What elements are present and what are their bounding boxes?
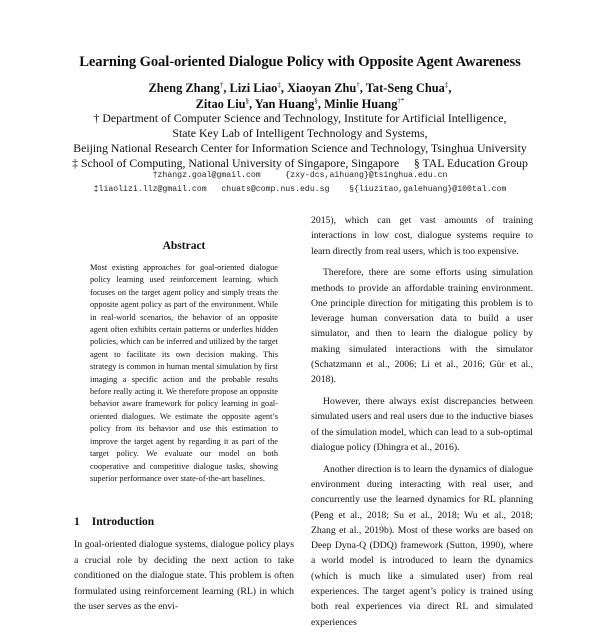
author-name: Xiaoyan Zhu <box>287 81 357 95</box>
section-title: Introduction <box>91 516 155 528</box>
author-name: Tat-Seng Chua <box>365 81 445 95</box>
authors-line-2: Zitao Liu§, Yan Huang§, Minlie Huang†* <box>195 96 405 111</box>
author-mark: ‡ <box>444 80 449 89</box>
author-mark: § <box>245 96 250 105</box>
body-paragraph: Another direction is to learn the dynamics of dialogue environment during interacting with real user, and concurrently use the learned dynamics for RL planning (Peng et al., 2018; Su et al., 2018; Wu et al., 2018; Zhang et al., 2019b). Most of these works are based on Deep Dyna-Q (DDQ) framework (Sutton, 1990), where a world model is introduced to learn the dynamics (which is much like a simulated user) from real experiences. The target agent’s policy is trained using both real experiences via direct RL and simulated experiences <box>311 463 533 628</box>
author-mark: † <box>219 80 224 89</box>
section-heading <box>74 516 166 528</box>
email-line: ‡liaolizi.llz@gmail.com chuats@comp.nus.edu.sg §{liuzitao,galehuang}@100tal.com <box>93 185 507 194</box>
author-name: Lizi Liao <box>229 81 278 95</box>
intro-paragraph: In goal-oriented dialogue systems, dialogue policy plays a crucial role by deciding the next action to take conditioned on the dialogue state. This problem is often formulated using reinforcement learning (RL) in which the user serves as the envi- <box>74 539 294 612</box>
author-mark: § <box>314 96 318 105</box>
author-mark: † <box>356 80 360 89</box>
author-name: Minlie Huang <box>324 97 398 111</box>
author-name: Zheng Zhang <box>148 81 220 95</box>
paper-title: Learning Goal-oriented Dialogue Policy with Opposite Agent Awareness <box>79 54 521 70</box>
affiliation-line: Beijing National Research Center for Information Science and Technology, Tsinghua University <box>73 141 527 155</box>
affiliation-line: ‡ School of Computing, National University of Singapore, Singapore § TAL Education Group <box>72 156 528 170</box>
right-column <box>311 213 533 636</box>
abstract-text: Most existing approaches for goal-oriented dialogue policy learning used reinforcement learning, which focuses on the target agent policy and simply treats the opposite agent policy as part of the environment. While in real-world scenarios, the behavior of an opposite agent often exhibits certain patterns or underlies hidden policies, which can be inferred and utilized by the target agent to facilitate its own decision making. This strategy is common in human mental simulation by first imaging a specific action and the probable results before really acting it. We therefore propose an opposite behavior aware framework for policy learning in goal-oriented dialogues. We estimate the opposite agent’s policy from its behavior and use this estimation to improve the target agent by regarding it as part of the target policy. We evaluate our model on both cooperative and competitive dialogue tasks, showing superior performance over state-of-the-art baselines. <box>90 263 278 483</box>
author-name: Yan Huang <box>254 97 315 111</box>
abstract-heading: Abstract <box>162 240 206 252</box>
section-number: 1 <box>74 516 80 528</box>
body-paragraph: However, there always exist discrepancies between simulated users and real users due to the inductive biases of the simulation model, which can lead to a sub-optimal dialogue policy (Dhingra et al., 2016). <box>311 396 533 453</box>
email-line: †zhangz.goal@gmail.com {zxy-dcs,aihuang}@tsinghua.edu.cn <box>152 171 448 180</box>
body-paragraph: 2015), which can get vast amounts of training interactions in low cost, dialogue systems require to learn directly from real users, which is too expensive. <box>311 215 533 257</box>
author-mark: ‡ <box>277 80 281 89</box>
author-name: Zitao Liu <box>195 97 246 111</box>
body-paragraph: Therefore, there are some efforts using simulation methods to provide an affordable training environment. One principle direction for mitigating this problem is to leverage human conversation data to build a user simulator, and then to learn the dialogue policy by making simulated interactions with the simulator (Schatzmann et al., 2006; Li et al., 2016; Gür et al., 2018). <box>311 267 533 386</box>
author-mark: †* <box>397 96 405 105</box>
affiliation-line: State Key Lab of Intelligent Technology and Systems, <box>172 126 428 140</box>
affiliation-line: † Department of Computer Science and Technology, Institute for Artificial Intelligence, <box>93 111 507 125</box>
authors-line-1: Zheng Zhang†, Lizi Liao‡, Xiaoyan Zhu†, Tat-Seng Chua‡, <box>148 80 452 95</box>
